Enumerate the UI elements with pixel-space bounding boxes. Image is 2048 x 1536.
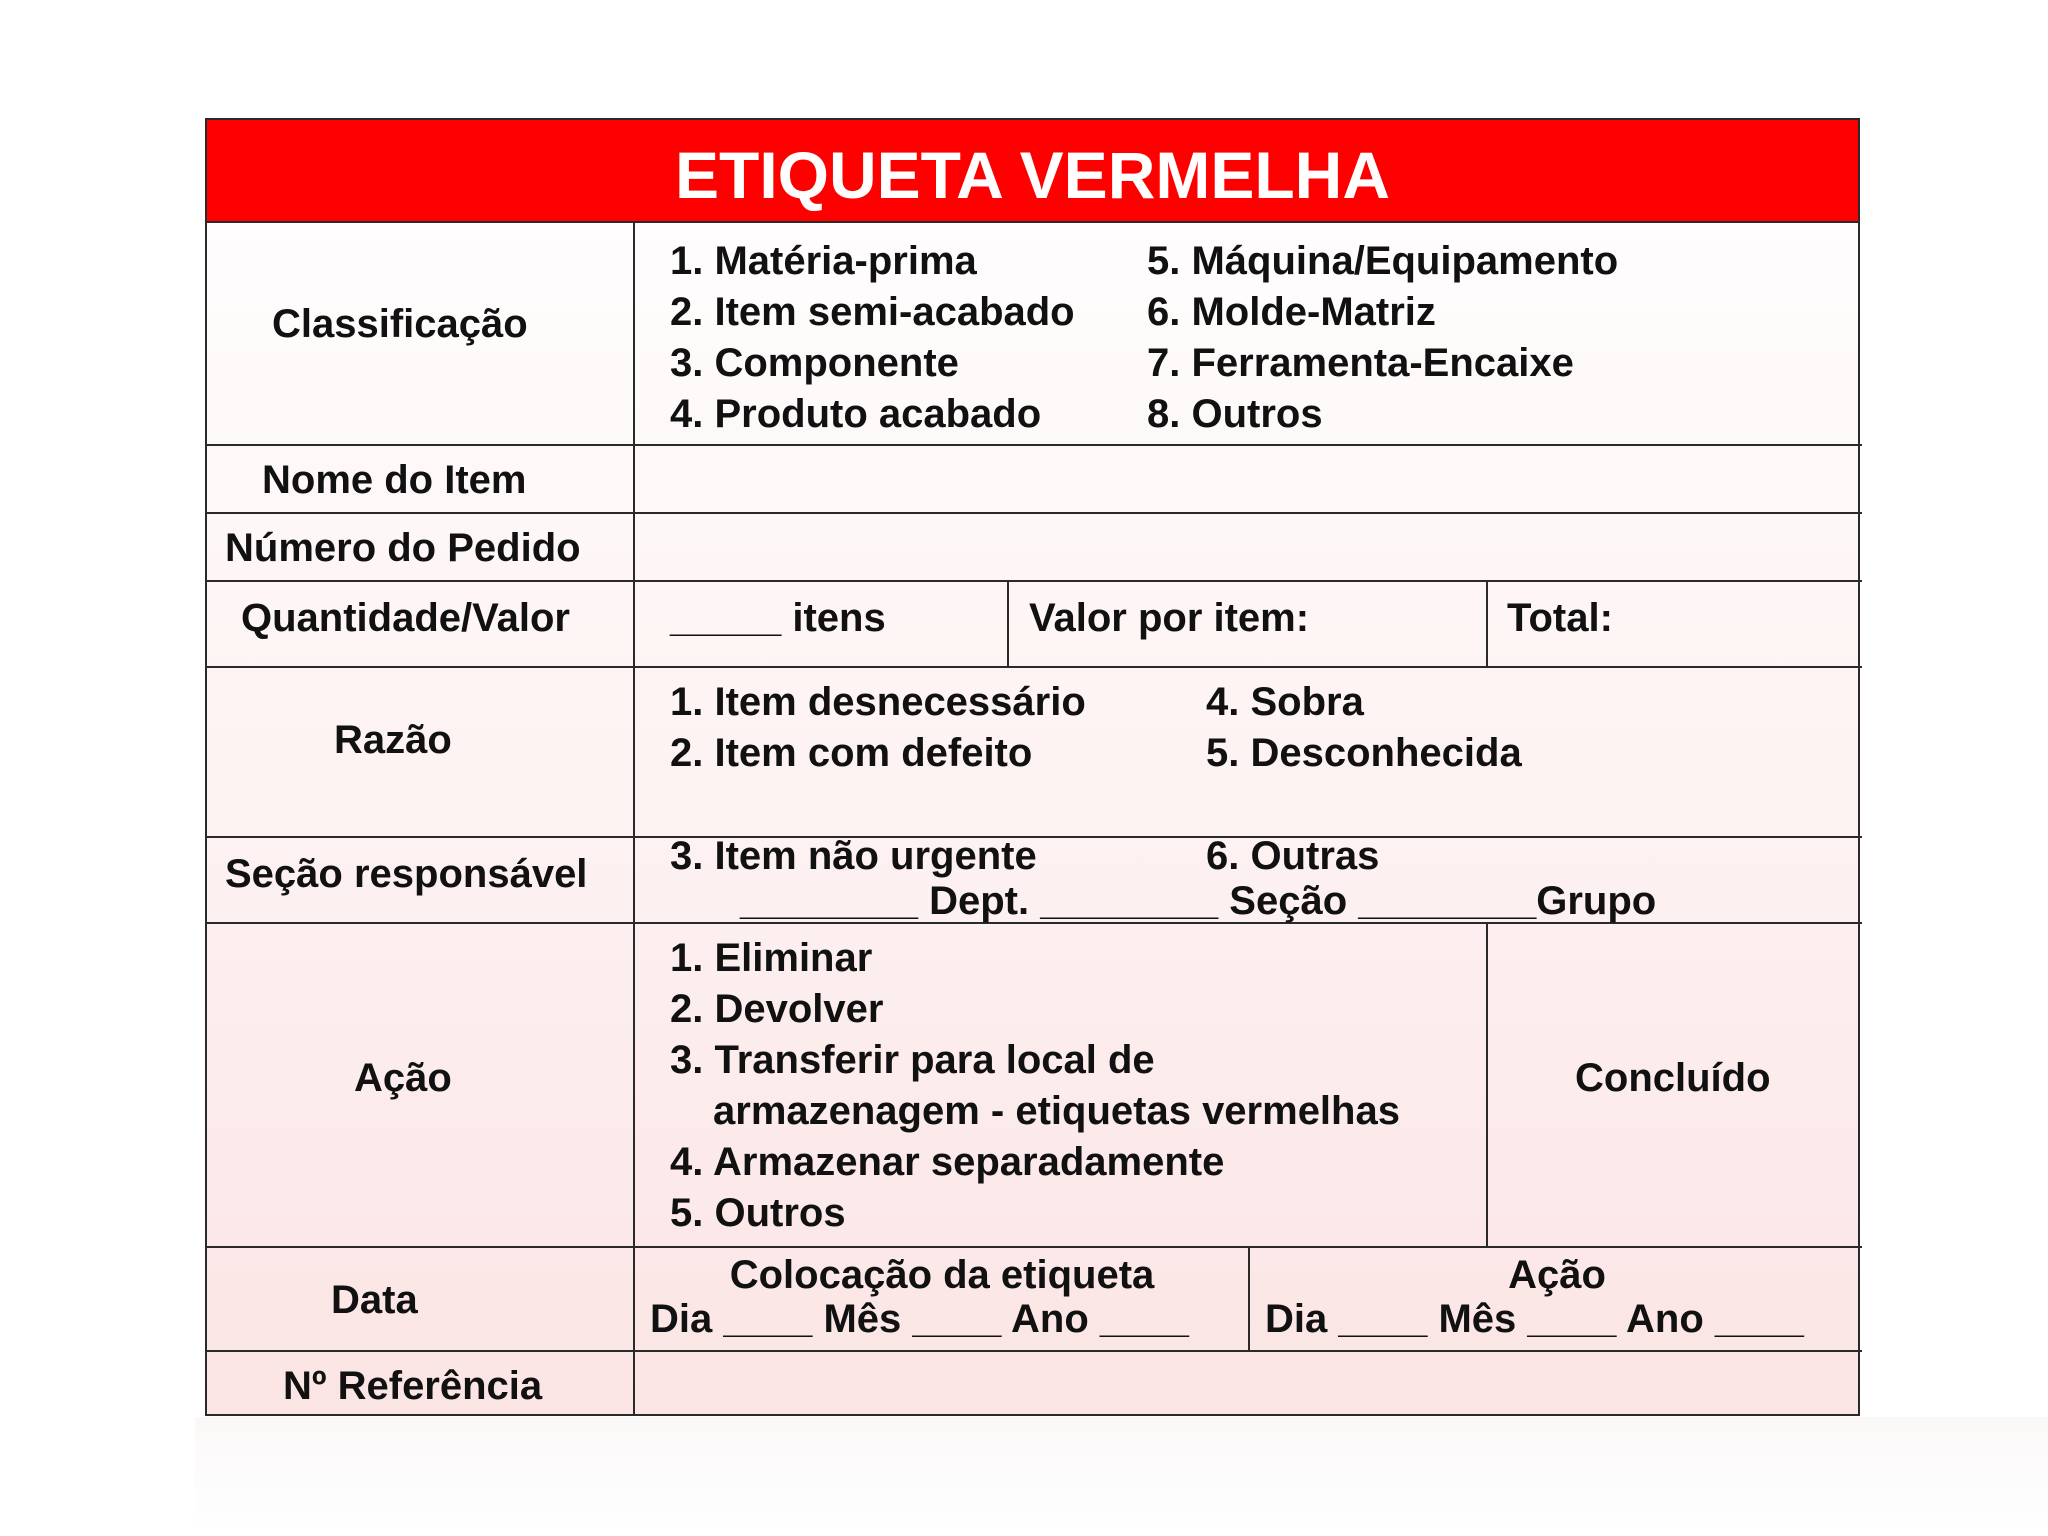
row-divider bbox=[207, 1246, 1862, 1248]
classificacao-option: 5. Máquina/Equipamento bbox=[1147, 239, 1619, 283]
quantity-divider bbox=[1007, 580, 1009, 668]
nome-item-label: Nome do Item bbox=[262, 458, 527, 502]
acao-date-fields[interactable]: Dia ____ Mês ____ Ano ____ bbox=[1265, 1297, 1804, 1341]
date-divider bbox=[1248, 1246, 1250, 1352]
acao-option-continued: armazenagem - etiquetas vermelhas bbox=[713, 1089, 1400, 1133]
classificacao-option: 7. Ferramenta-Encaixe bbox=[1147, 341, 1574, 385]
red-tag-form bbox=[205, 118, 1860, 1416]
razao-option: 1. Item desnecessário bbox=[670, 680, 1086, 724]
acao-label: Ação bbox=[354, 1056, 452, 1100]
row-divider bbox=[207, 580, 1862, 582]
label-column-divider bbox=[633, 223, 635, 1416]
acao-option: 2. Devolver bbox=[670, 987, 884, 1031]
numero-pedido-label: Número do Pedido bbox=[225, 526, 581, 570]
total-field[interactable]: Total: bbox=[1507, 596, 1613, 640]
classificacao-option: 1. Matéria-prima bbox=[670, 239, 977, 283]
colocacao-date-fields[interactable]: Dia ____ Mês ____ Ano ____ bbox=[650, 1297, 1189, 1341]
classificacao-option: 2. Item semi-acabado bbox=[670, 290, 1075, 334]
referencia-label: Nº Referência bbox=[283, 1364, 543, 1408]
valor-por-item[interactable]: Valor por item: bbox=[1029, 596, 1310, 640]
nome-item-field[interactable] bbox=[635, 446, 1860, 512]
action-divider bbox=[1486, 922, 1488, 1248]
razao-option: 3. Item não urgente bbox=[670, 834, 1037, 878]
classificacao-option: 3. Componente bbox=[670, 341, 959, 385]
numero-pedido-field[interactable] bbox=[635, 514, 1860, 580]
acao-option: 3. Transferir para local de bbox=[670, 1038, 1155, 1082]
acao-option: 4. Armazenar separadamente bbox=[670, 1140, 1225, 1184]
quantidade-label: Quantidade/Valor bbox=[241, 596, 570, 640]
razao-option: 4. Sobra bbox=[1206, 680, 1364, 724]
colocacao-title: Colocação da etiqueta bbox=[729, 1253, 1155, 1297]
classificacao-option: 8. Outros bbox=[1147, 392, 1323, 436]
razao-option: 6. Outras bbox=[1206, 834, 1380, 878]
concluido-label[interactable]: Concluído bbox=[1575, 1056, 1771, 1100]
razao-option: 2. Item com defeito bbox=[670, 731, 1033, 775]
secao-fields[interactable]: ________ Dept. ________ Seção ________Grupo bbox=[740, 879, 1657, 923]
page-bottom-shadow bbox=[195, 1417, 2048, 1536]
form-title: ETIQUETA VERMELHA bbox=[207, 120, 1858, 223]
acao-option: 1. Eliminar bbox=[670, 936, 873, 980]
row-divider bbox=[207, 666, 1862, 668]
classificacao-option: 6. Molde-Matriz bbox=[1147, 290, 1436, 334]
secao-label: Seção responsável bbox=[225, 852, 588, 896]
quantidade-itens[interactable]: _____ itens bbox=[670, 596, 886, 640]
referencia-field[interactable] bbox=[635, 1352, 1860, 1416]
quantity-divider bbox=[1486, 580, 1488, 668]
data-label: Data bbox=[331, 1278, 418, 1322]
acao-date-title: Ação bbox=[1508, 1253, 1606, 1297]
classificacao-label: Classificação bbox=[272, 302, 528, 346]
razao-label: Razão bbox=[334, 718, 452, 762]
classificacao-option: 4. Produto acabado bbox=[670, 392, 1042, 436]
razao-option: 5. Desconhecida bbox=[1206, 731, 1522, 775]
acao-option: 5. Outros bbox=[670, 1191, 846, 1235]
